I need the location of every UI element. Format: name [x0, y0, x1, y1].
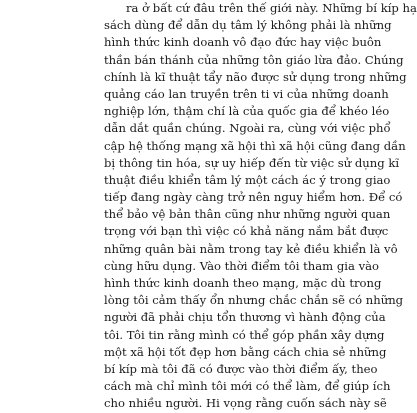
text-line-14: trọng với bạn thì việc có khả năng nắm bắt được [104, 224, 389, 239]
text-line-10: bị thông tin hóa, sự uy hiếp đến từ việc sử dụng kĩ [104, 155, 400, 170]
text-line-8: dẫn dắt quần chúng. Ngoài ra, cùng với việc phổ [104, 121, 391, 136]
text-line-17: hình thức kinh doanh theo mạng, mặc dù trong [104, 276, 382, 290]
text-line-9: cập hệ thống mạng xã hội thì xã hội cũng đang dần [104, 138, 406, 153]
text-line-21: một xã hội tốt đẹp hơn bằng cách chia sẻ những [104, 344, 387, 359]
text-line-19: người đã phải chịu tổn thương vì hành động của [104, 310, 386, 325]
text-line-5: chính là kĩ thuật tẩy não được sử dụng trong những [104, 69, 407, 84]
text-line-4: thần bán thánh của những tôn giáo lừa đảo. Chúng [104, 52, 404, 67]
text-line-13: thể bảo vệ bản thân cũng như những người quan [104, 207, 391, 222]
text-line-24: cho nhiều người. Hi vọng rằng cuốn sách này sẽ [104, 396, 387, 411]
text-line-12: tiếp đang ngày càng trở nên nguy hiểm hơn. Để có [104, 190, 403, 205]
text-line-3: hình thức kinh doanh vô đạo đức hay việc buôn [104, 35, 382, 50]
text-line-1: ra ở bất cứ đâu trên thế giới này. Những bí kíp hạ [126, 1, 417, 15]
text-line-15: những quân bài nằm trong tay kẻ điều khiển là vô [104, 241, 398, 256]
text-line-22: bí kíp mà tôi đã có được vào thời điểm ấy, theo [104, 361, 378, 376]
body-text [104, 0, 417, 413]
text-line-18: lòng tôi cảm thấy ổn nhưng chắc chắn sẽ có những [104, 293, 404, 308]
text-line-16: cùng hữu dụng. Vào thời điểm tôi tham gia vào [104, 258, 380, 273]
text-line-20: tôi. Tôi tin rằng mình có thể góp phần xây dựng [104, 327, 385, 342]
text-line-11: thuật điều khiển tâm lý một cách ác ý trong giao [104, 172, 391, 187]
text-line-23: cách mà chỉ mình tôi mới có thể làm, để giúp ích [104, 379, 391, 394]
text-line-7: nghiệp lớn, thậm chí là của quốc gia để khéo léo [104, 104, 390, 119]
text-line-2: sách dùng để dẫn dụ tâm lý không phải là những [104, 18, 392, 33]
text-line-6: quảng cáo lan truyền trên ti vi của những doanh [104, 86, 389, 101]
